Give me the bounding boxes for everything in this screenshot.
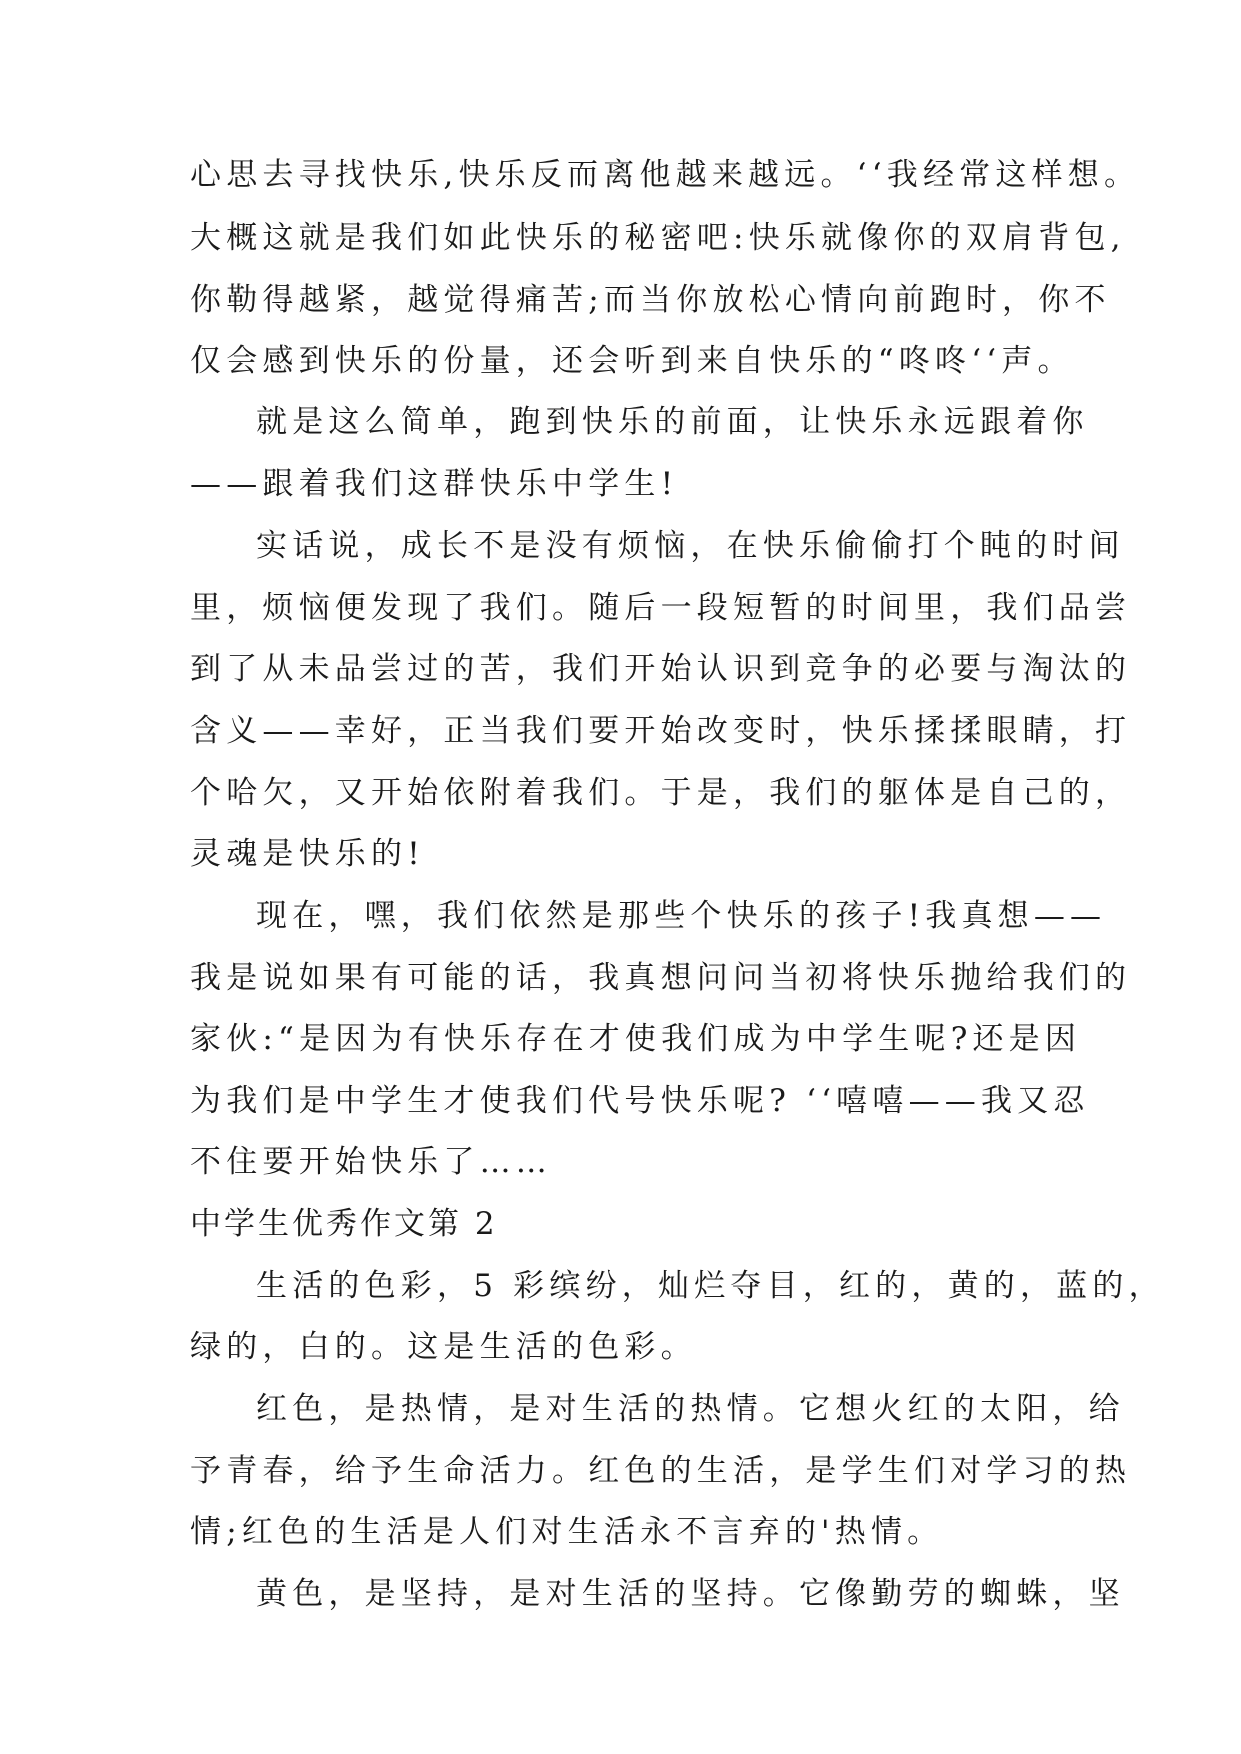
text-line: 仅会感到快乐的份量，还会听到来自快乐的“咚咚‘‘声。 xyxy=(190,343,1074,379)
paragraph-start-line: 就是这么简单，跑到快乐的前面，让快乐永远跟着你 xyxy=(256,404,1089,440)
text-line: 情;红色的生活是人们对生活永不言弃的'热情。 xyxy=(190,1514,944,1550)
paragraph-start-line: 红色，是热情，是对生活的热情。它想火红的太阳，给 xyxy=(256,1391,1125,1427)
text-line: 家伙:“是因为有快乐存在才使我们成为中学生呢?还是因 xyxy=(190,1021,1082,1057)
text-line: 心思去寻找快乐,快乐反而离他越来越远。‘‘我经常这样想。 xyxy=(190,157,1141,193)
paragraph-start-line: 实话说，成长不是没有烦恼，在快乐偷偷打个盹的时间 xyxy=(256,528,1125,564)
text-line: 个哈欠，又开始依附着我们。于是，我们的躯体是自己的， xyxy=(190,775,1132,811)
text-line: 灵魂是快乐的! xyxy=(190,836,425,872)
text-line: 为我们是中学生才使我们代号快乐呢? ‘‘嘻嘻——我又忍 xyxy=(190,1083,1090,1119)
text-line: 大概这就是我们如此快乐的秘密吧:快乐就像你的双肩背包, xyxy=(190,220,1126,256)
paragraph-start-line: 现在，嘿，我们依然是那些个快乐的孩子!我真想—— xyxy=(256,898,1107,934)
section-heading: 中学生优秀作文第 2 xyxy=(190,1206,498,1242)
text-line: 不住要开始快乐了…… xyxy=(190,1144,552,1180)
paragraph-start-line: 生活的色彩，5 彩缤纷，灿烂夺目，红的，黄的，蓝的， xyxy=(256,1268,1165,1304)
text-line: ——跟着我们这群快乐中学生! xyxy=(190,466,679,502)
text-line: 到了从未品尝过的苦，我们开始认识到竞争的必要与淘汰的 xyxy=(190,651,1132,687)
text-line: 予青春，给予生命活力。红色的生活，是学生们对学习的热 xyxy=(190,1453,1132,1489)
text-line: 绿的，白的。这是生活的色彩。 xyxy=(190,1329,697,1365)
text-line: 你勒得越紧，越觉得痛苦;而当你放松心情向前跑时，你不 xyxy=(190,282,1111,318)
text-line: 里，烦恼便发现了我们。随后一段短暂的时间里，我们品尝 xyxy=(190,590,1132,626)
text-line: 我是说如果有可能的话，我真想问问当初将快乐抛给我们的 xyxy=(190,960,1132,996)
paragraph-start-line: 黄色，是坚持，是对生活的坚持。它像勤劳的蜘蛛，坚 xyxy=(256,1576,1125,1612)
text-line: 含义——幸好，正当我们要开始改变时，快乐揉揉眼睛，打 xyxy=(190,713,1132,749)
